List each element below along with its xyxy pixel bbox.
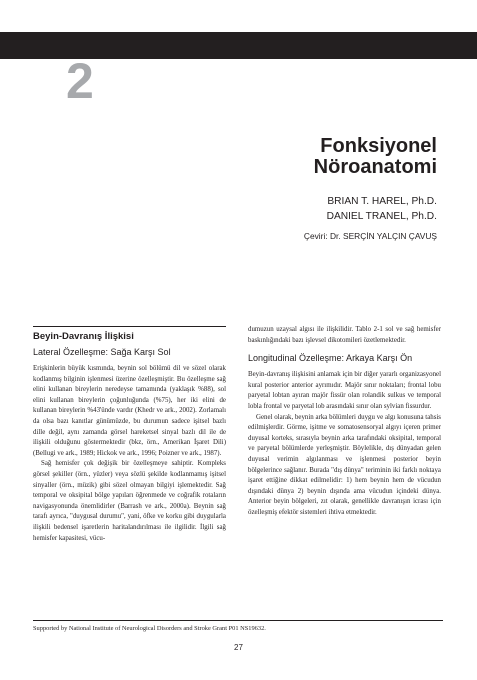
- body-paragraph: Sağ hemisfer çok değişik bir özelleşmeye sahiptir. Kompleks görsel şekiller (örn., yüzler) veya sözlü şekilde kodlanmamış işitsel sinyaller (örn., müzik) gibi sözel olmayan bilgiyi işlemektedir. Sağ temporal ve oksipital bölge yapıları öğrenmede ve coğrafik rotaların navigasyonunda önemlidirler (Barrash ve ark., 2000a). Beynin sağ tarafı ayrıca, "duygusal durumu", yani, öfke ve korku gibi duygularla ilişkili bedensel işaretlerin haritalandırılması ile ilgilidir. İlgili sağ hemisfer kapasitesi, vücu-: [33, 460, 226, 542]
- chapter-title-line2: Nöroanatomi: [313, 156, 437, 178]
- author-list: [327, 194, 437, 224]
- section-rule: [33, 326, 226, 327]
- body-paragraph: Beyin-davranış ilişkisini anlamak için bir diğer yararlı organizasyonel kural posterior anterior ayrımıdır. Majör sınır noktaları; frontal lobu paryetal lobtan ayıran majör fissür olan rolandik sulkus ve temporal lobla frontal ve paryetal lob arasındaki sınır olan sylvian fissurdur.: [248, 371, 441, 410]
- footnote-divider: [33, 620, 443, 621]
- chapter-title-line1: Fonksiyonel: [320, 135, 437, 157]
- body-paragraph: Erişkinlerin büyük kısmında, beynin sol bölümü dil ve sözel olarak kodlanmış bilginin işlenmesi üzerine özelleşmiştir. Bu özelleşme sağ elini kullanan bireylerin neredeyse tamamında (yaklaşık %88), sol elini kullanan bireylerin çoğunluğunda (%75), her iki elini de kullanan bireylerin %43'ünde vardır (Khedr ve ark., 2002). Zorlamalı da olsa bazı kanıtlar günümüzde, bu durumun sadece işitsel bazlı dille değil, aynı zamanda görsel hareketsel sinyal bazlı dil ile de ilişkili olduğunu göstermektedir (bkz, örn., Amerikan İşaret Dili) (Bellugi ve ark., 1989; Hickok ve ark., 1996; Poizner ve ark., 1987).: [33, 365, 226, 457]
- right-column: [248, 325, 441, 519]
- chapter-label: B Ö L Ü M: [42, 71, 143, 82]
- subsection-heading: Longitudinal Özelleşme: Arkaya Karşı Ön: [248, 353, 413, 364]
- page-number: 27: [234, 643, 243, 652]
- section-heading: Beyin-Davranış İlişkisi: [33, 331, 134, 342]
- author-name: DANIEL TRANEL, Ph.D.: [326, 211, 437, 222]
- left-column: [33, 326, 226, 544]
- body-paragraph: dumuzun uzaysal algısı ile ilişkilidir. Tablo 2-1 sol ve sağ hemisfer baskınlığındaki bazı işlevsel dikotomileri özetlemektedir.: [248, 326, 441, 344]
- body-paragraph: Genel olarak, beynin arka bölümleri duygu ve algı konusuna tahsis edilmişlerdir. Görme, işitme ve somatosensoryal algıyı içeren primer duyusal korteks, sırasıyla beynin arka tarafındaki oksipital, temporal ve paryetal bölümlerde yerleşmiştir. Böylelikle, dış dünyadan gelen duyusal verimin algılanması ve işlenmesi posterior beyin bölgelerince sağlanır. Burada "dış dünya" teriminin iki farklı noktaya işaret ettiğine dikkat edilmelidir: 1) hem beynin hem de vücudun dışındaki dünya 2) beynin dışında ama vücudun içindeki dünya. Anterior beyin bölgeleri, zıt olarak, genellikle davranışın icrası için özelleşmiş efektör sistemleri ihtiva etmektedir.: [248, 413, 441, 516]
- chapter-number: 2: [66, 53, 94, 109]
- author-name: BRIAN T. HAREL, Ph.D.: [327, 196, 437, 207]
- chapter-title: [314, 136, 437, 178]
- subsection-heading: Lateral Özelleşme: Sağa Karşı Sol: [33, 347, 171, 357]
- translator-credit: Çeviri: Dr. SERÇİN YALÇIN ÇAVUŞ: [303, 231, 437, 241]
- footnote: Supported by National Institute of Neurological Disorders and Stroke Grant P01 NS19632.: [33, 625, 266, 632]
